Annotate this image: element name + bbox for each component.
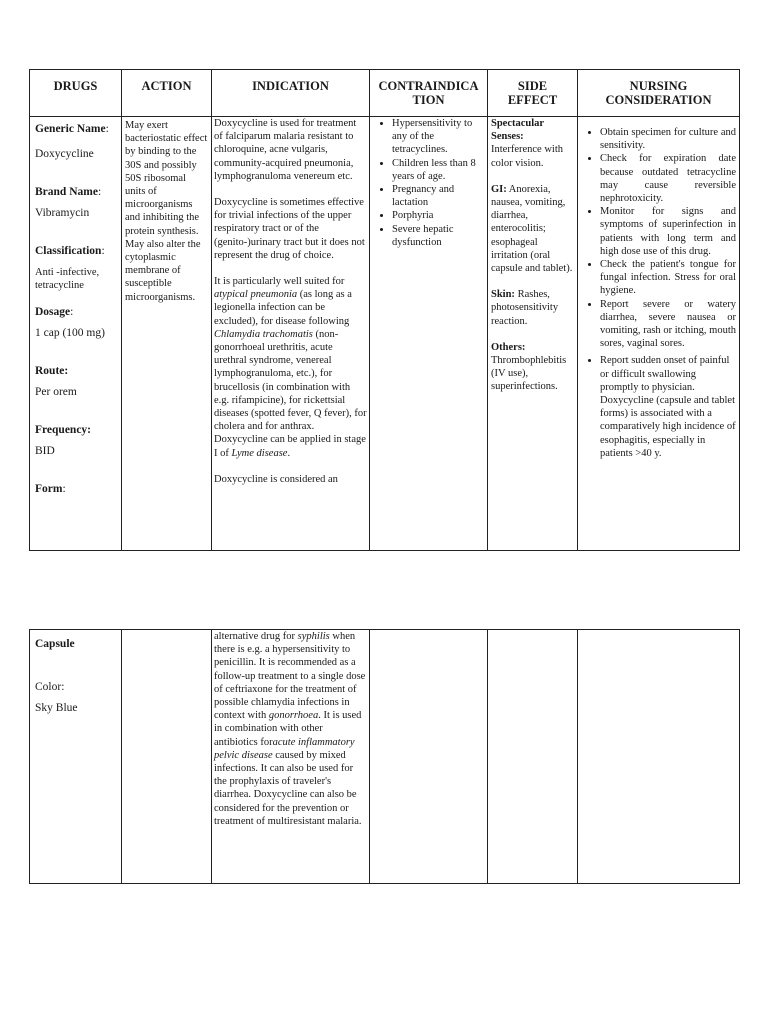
table-body-row bbox=[30, 630, 740, 884]
list-item: • Check for expiration date because outdated tetracycline may cause reversible nephrotoxicity. bbox=[600, 152, 736, 205]
table-header-row bbox=[30, 70, 740, 117]
frequency-value: BID bbox=[35, 445, 55, 457]
dosage-label: Dosage bbox=[35, 306, 71, 318]
side-effect-senses: Spectacular Senses: Interference with color vision. bbox=[491, 118, 563, 169]
table-body-row bbox=[30, 117, 740, 551]
list-item: • Report severe or watery diarrhea, severe nausea or vomiting, rash or itching, mouth sores, vaginal sores. bbox=[600, 298, 736, 351]
brand-name-value: Vibramycin bbox=[35, 207, 90, 219]
side-effect-cell bbox=[488, 117, 578, 551]
side-effect-cell bbox=[488, 630, 578, 884]
generic-name-value: Doxycycline bbox=[35, 148, 94, 160]
list-item: • Pregnancy and lactation bbox=[392, 183, 485, 209]
action-text: May exert bacteriostatic effect by binding to the 30S and possibly 50S ribosomal units of microorganisms and inhibiting the protein synthesis. May also alter the cytoplasmic membrane of susceptible microorganisms. bbox=[125, 120, 208, 303]
side-effect-gi: GI: Anorexia, nausea, vomiting, diarrhea, enterocolitis; esophageal irritation (oral capsule and tablet). bbox=[491, 183, 573, 275]
list-item: • Severe hepatic dysfunction bbox=[392, 223, 485, 249]
nursing-consideration-cell bbox=[578, 117, 740, 551]
route-label: Route: bbox=[35, 365, 69, 377]
nursing-consideration-cell bbox=[578, 630, 740, 884]
drug-study-table-page2 bbox=[29, 629, 740, 884]
drug-study-table-page1 bbox=[29, 69, 740, 551]
contraindication-list bbox=[370, 117, 485, 249]
form-value: Capsule bbox=[35, 638, 75, 650]
indication-paragraph-3: It is particularly well suited for atypical pneumonia (as long as a legionella infection can be excluded), for disease following Chlamydia trachomatis (non-gonorrhoeal urethritis, acute urethral syndrome, venereal lymphogranuloma, etc.), for brucellosis (in combination with e.g. rifampicine), for rickettsial diseases (spotted fever, Q fever), for cholera and for anthrax. Doxycycline can be applied in stage I of Lyme disease. bbox=[214, 276, 367, 459]
header-action: ACTION bbox=[122, 70, 212, 117]
brand-name-label: Brand Name bbox=[35, 186, 98, 198]
indication-cell bbox=[212, 630, 370, 884]
dosage-value: 1 cap (100 mg) bbox=[35, 327, 105, 339]
list-item: • Report sudden onset of painful or difficult swallowing promptly to physician. Doxycycline (capsule and tablet forms) is associated with a comparatively high incidence of esophagitis, especially in patients >40 y. bbox=[600, 354, 736, 460]
header-side-effect: SIDE EFFECT bbox=[488, 70, 578, 117]
list-item: • Porphyria bbox=[392, 209, 485, 222]
contraindication-cell bbox=[370, 117, 488, 551]
nursing-list bbox=[578, 126, 736, 460]
header-drugs: DRUGS bbox=[30, 70, 122, 117]
side-effect-skin: Skin: Rashes, photosensitivity reaction. bbox=[491, 289, 559, 327]
color-label: Color: bbox=[35, 681, 65, 693]
indication-paragraph-4: Doxycycline is considered an bbox=[214, 473, 338, 485]
classification-label: Classification bbox=[35, 245, 102, 257]
header-indication: INDICATION bbox=[212, 70, 370, 117]
indication-paragraph-1: Doxycycline is used for treatment of falciparum malaria resistant to chloroquine, acne vulgaris, community-acquired pneumonia, lymphogranuloma venereum etc. bbox=[214, 118, 357, 182]
indication-cell bbox=[212, 117, 370, 551]
header-nursing-consideration: NURSING CONSIDERATION bbox=[578, 70, 740, 117]
form-label: Form bbox=[35, 483, 63, 495]
list-item: • Monitor for signs and symptoms of superinfection in patients with long term and high dose use of this drug. bbox=[600, 205, 736, 258]
indication-paragraph-2: Doxycycline is sometimes effective for trivial infections of the upper respiratory tract or of the (genito-)urinary tract but it does not represent the drug of choice. bbox=[214, 197, 365, 261]
header-contraindication: CONTRAINDICA TION bbox=[370, 70, 488, 117]
drugs-cell: Generic Name: Doxycycline Brand Name: Vibramycin Classification: Anti -infective, tetracycline Dosage: 1 cap (100 mg) Route: Per orem Frequency: BID Form: bbox=[30, 117, 122, 551]
action-cell bbox=[122, 630, 212, 884]
route-value: Per orem bbox=[35, 386, 77, 398]
classification-value: Anti -infective, tetracycline bbox=[35, 267, 100, 291]
side-effect-others: Others: Thrombophlebitis (IV use), superinfections. bbox=[491, 341, 567, 393]
indication-paragraph-5: alternative drug for syphilis when there is e.g. a hypersensitivity to penicillin. It is recommended as a follow-up treatment to a single dose of ceftriaxone for the treatment of possible chlamydia infections in context with gonorrhoea. It is used in combination with other antibiotics foracute inflammatory pelvic disease caused by mixed infections. It can also be used for the prophylaxis of traveler's diarrhea. Doxycycline can also be considered for the prevention or treatment of multiresistant malaria. bbox=[214, 631, 366, 827]
color-value: Sky Blue bbox=[35, 702, 78, 714]
action-cell bbox=[122, 117, 212, 551]
list-item: • Check the patient's tongue for fungal infection. Stress for oral hygiene. bbox=[600, 258, 736, 298]
drugs-cell bbox=[30, 630, 122, 884]
list-item: • Obtain specimen for culture and sensitivity. bbox=[600, 126, 736, 152]
frequency-label: Frequency: bbox=[35, 424, 92, 436]
contraindication-cell bbox=[370, 630, 488, 884]
list-item: • Children less than 8 years of age. bbox=[392, 157, 485, 183]
list-item: • Hypersensitivity to any of the tetracyclines. bbox=[392, 117, 485, 157]
generic-name-label: Generic Name bbox=[35, 123, 106, 135]
